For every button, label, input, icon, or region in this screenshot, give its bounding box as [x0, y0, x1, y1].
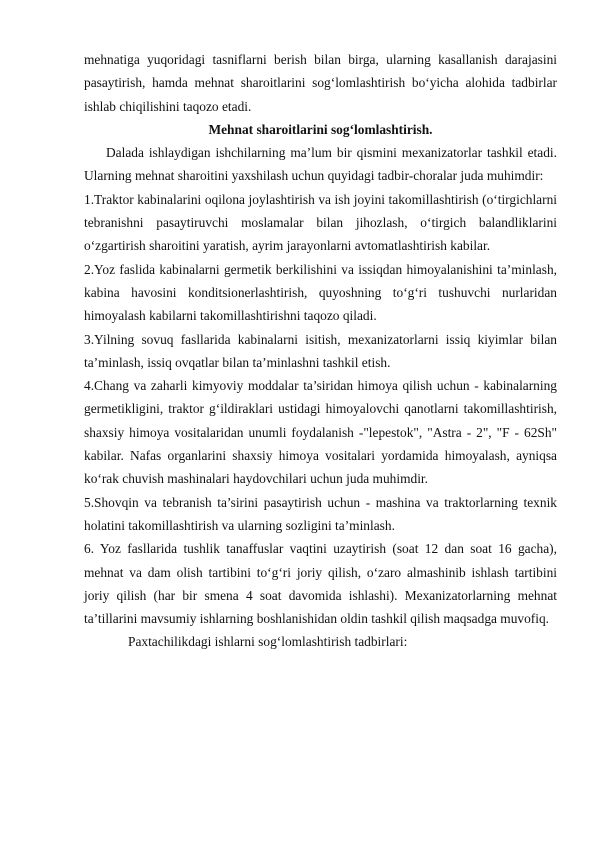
list-item: 2.Yoz faslida kabinalarni germetik berkilishini va issiqdan himoyalanishini ta’minlash, kabina havosini konditsionerlashtirish, quyoshning to‘g‘ri tushuvchi nurlaridan himoyalash kabilarni takomillashtirishni taqozo qiladi.	[84, 261, 557, 324]
intro-paragraph: mehnatiga yuqoridagi tasniflarni berish bilan birga, ularning kasallanish darajasini pasaytirish, hamda mehnat sharoitlarini sog‘lomlashtirish bo‘yicha alohida tadbirlar ishlab chiqilishini taqozo etadi.	[84, 52, 557, 114]
list-item: 5.Shovqin va tebranish ta’sirini pasaytirish uchun - mashina va traktorlarning texnik holatini takomillashtirish va ularning sozligini ta’minlash.	[84, 494, 557, 533]
list-item: 3.Yilning sovuq fasllarida kabinalarni isitish, mexanizatorlarni issiq kiyimlar bilan ta’minlash, issiq ovqatlar bilan ta’minlashni tashkil etish.	[84, 331, 557, 370]
document-page	[84, 48, 557, 654]
list-item: 4.Chang va zaharli kimyoviy moddalar ta’siridan himoya qilish uchun - kabinalarning germetikligini, traktor g‘ildiraklari ustidagi himoyalovchi qanotlarni takomillashtirish, shaxsiy himoya vositalaridan unumli foydalanish -"lepestok", "Astra - 2", "F - 62Sh" kabilar. Nafas organlarini shaxsiy himoya vositalari yordamida himoyalash, ayniqsa ko‘rak chuvish mashinalari haydovchilari uchun juda muhimdir.	[84, 378, 557, 487]
closing-subheading: Paxtachilikdagi ishlarni sog‘lomlashtirish tadbirlari:	[128, 634, 408, 650]
lead-paragraph: Dalada ishlaydigan ishchilarning ma’lum bir qismini mexanizatorlar tashkil etadi. Ularning mehnat sharoitini yaxshilash uchun quyidagi tadbir-choralar juda muhimdir:	[84, 145, 557, 184]
list-item: 1.Traktor kabinalarini oqilona joylashtirish va ish joyini takomillashtirish (o‘tirgichlarni tebranishni pasaytiruvchi moslamalar bilan jihozlash, o‘tirgich balandliklarini o‘zgartirish sharoitini yaratish, ayrim jarayonlarni avtomatlashtirish kabilar.	[84, 191, 557, 254]
list-item: 6. Yoz fasllarida tushlik tanaffuslar vaqtini uzaytirish (soat 12 dan soat 16 gacha), mehnat va dam olish tartibini to‘g‘ri joriy qilish, o‘zaro almashinib ishlash tartibini joriy qilish (har bir smena 4 soat davomida ishlashi). Mexanizatorlarning mehnat ta’tillarini mavsumiy ishlarning boshlanishidan oldin tashkil qilish maqsadga muvofiq.	[84, 541, 557, 627]
section-heading: Mehnat sharoitlarini sog‘lomlashtirish.	[208, 121, 433, 137]
